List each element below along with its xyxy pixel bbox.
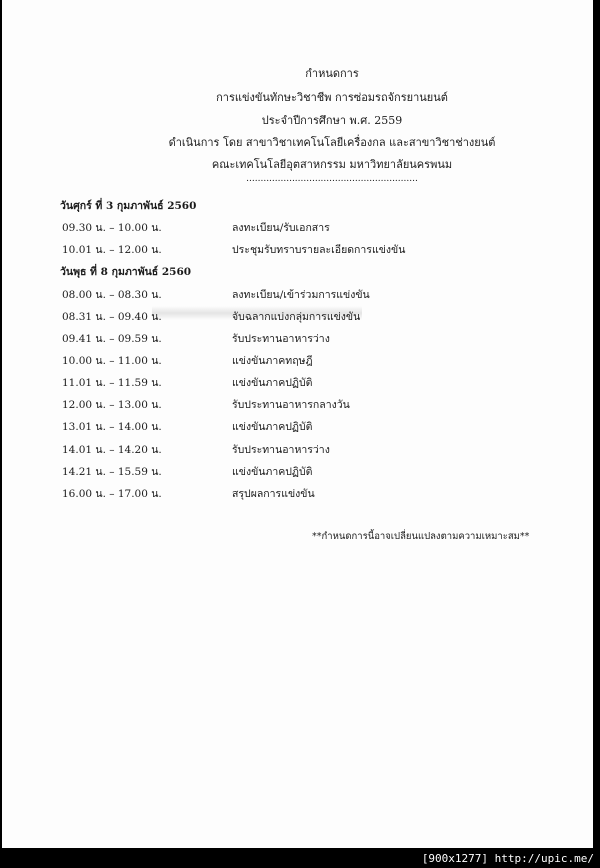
row-activity: แข่งขันภาคปฏิบัติ bbox=[232, 377, 313, 389]
row-activity: สรุปผลการแข่งขัน bbox=[232, 488, 315, 500]
row-time: 10.01 น. – 12.00 น. bbox=[62, 244, 162, 256]
row-time: 12.00 น. – 13.00 น. bbox=[62, 399, 162, 411]
divider: ............................................................ bbox=[246, 174, 418, 184]
faculty: คณะเทคโนโลยีอุตสาหกรรม มหาวิทยาลัยนครพนม bbox=[211, 158, 453, 171]
row-activity: รับประทานอาหารว่าง bbox=[232, 333, 330, 345]
row-activity: ประชุมรับทราบรายละเอียดการแข่งขัน bbox=[232, 244, 406, 256]
row-activity: รับประทานอาหารว่าง bbox=[232, 444, 330, 456]
image-host-link[interactable]: [900x1277] http://upic.me/ bbox=[421, 852, 594, 865]
organizer: ดำเนินการ โดย สาขาวิชาเทคโนโลยีเครื่องกล และสาขาวิชาช่างยนต์ bbox=[168, 136, 496, 149]
day-heading: วันพุธ ที่ 8 กุมภาพันธ์ 2560 bbox=[60, 266, 192, 278]
row-time: 09.41 น. – 09.59 น. bbox=[62, 333, 162, 345]
row-activity: แข่งขันภาคปฏิบัติ bbox=[232, 466, 313, 478]
row-time: 14.21 น. – 15.59 น. bbox=[62, 466, 162, 478]
doc-title: กำหนดการ bbox=[305, 67, 359, 80]
document-page bbox=[2, 0, 593, 848]
row-time: 14.01 น. – 14.20 น. bbox=[62, 444, 162, 456]
row-activity: ลงทะเบียน/รับเอกสาร bbox=[232, 222, 330, 234]
row-activity: จับฉลากแบ่งกลุ่มการแข่งขัน bbox=[232, 311, 361, 323]
row-activity: รับประทานอาหารกลางวัน bbox=[232, 399, 350, 411]
row-activity: ลงทะเบียน/เข้าร่วมการแข่งขัน bbox=[232, 289, 370, 301]
day-heading: วันศุกร์ ที่ 3 กุมภาพันธ์ 2560 bbox=[60, 200, 197, 212]
row-activity: แข่งขันภาคปฏิบัติ bbox=[232, 421, 313, 433]
row-time: 08.00 น. – 08.30 น. bbox=[62, 289, 162, 301]
row-time: 13.01 น. – 14.00 น. bbox=[62, 421, 162, 433]
row-time: 16.00 น. – 17.00 น. bbox=[62, 488, 162, 500]
schedule-note: **กำหนดการนี้อาจเปลี่ยนแปลงตามความเหมาะสม** bbox=[312, 531, 530, 542]
row-time: 08.31 น. – 09.40 น. bbox=[62, 311, 162, 323]
row-activity: แข่งขันภาคทฤษฎี bbox=[232, 355, 313, 367]
row-time: 09.30 น. – 10.00 น. bbox=[62, 222, 162, 234]
row-time: 10.00 น. – 11.00 น. bbox=[62, 355, 162, 367]
academic-year: ประจำปีการศึกษา พ.ศ. 2559 bbox=[261, 114, 403, 127]
row-time: 11.01 น. – 11.59 น. bbox=[62, 377, 162, 389]
event-name: การแข่งขันทักษะวิชาชีพ การซ่อมรถจักรยานยนต์ bbox=[216, 91, 448, 104]
